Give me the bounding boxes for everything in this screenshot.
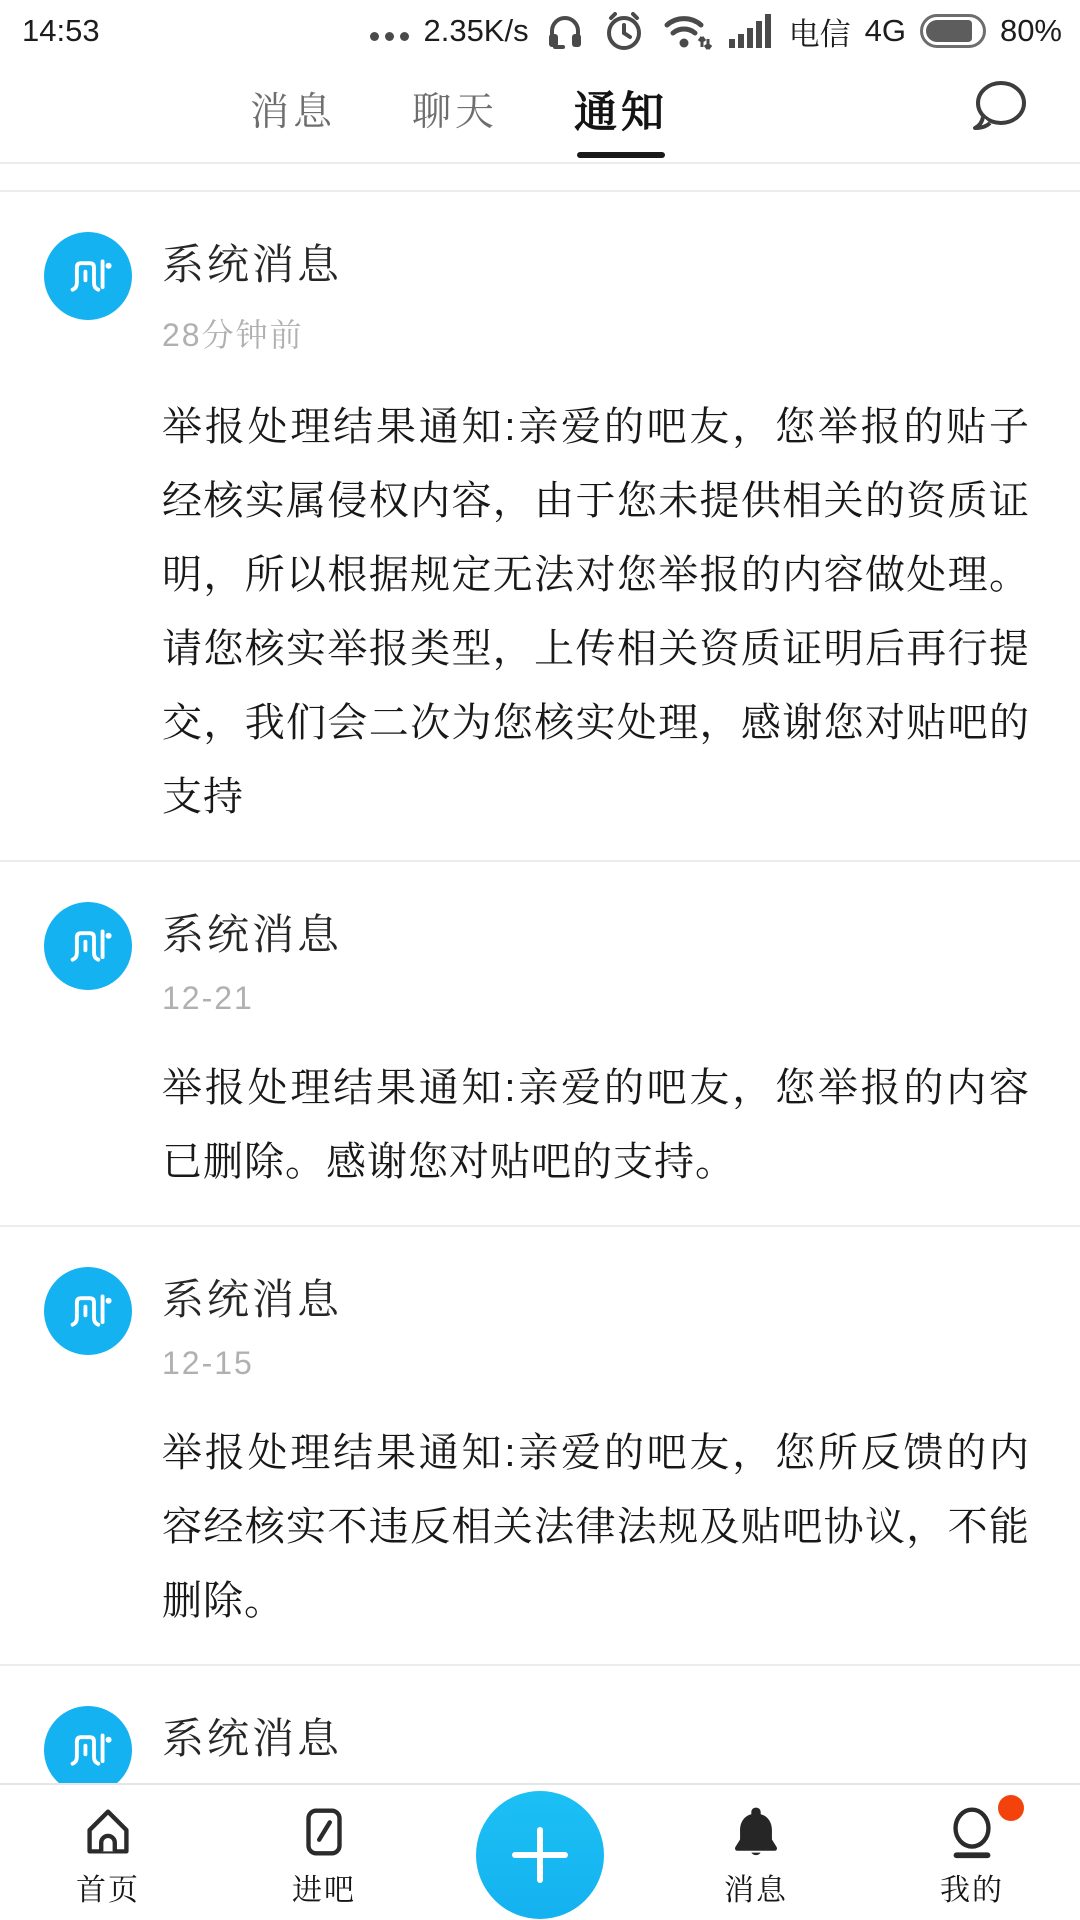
bottom-nav xyxy=(0,1783,1080,1920)
list-item[interactable] xyxy=(0,860,1080,1225)
speech-bubble-icon xyxy=(967,75,1033,141)
more-dots-icon xyxy=(370,22,409,41)
tab-chat[interactable] xyxy=(412,56,498,162)
nav-enter-bar[interactable] xyxy=(216,1785,432,1920)
nav-home-label: 首页 xyxy=(76,1874,140,1907)
nav-profile[interactable] xyxy=(864,1785,1080,1920)
message-body: 举报处理结果通知:亲爱的吧友，您所反馈的内容经核实不违反相关法律法规及贴吧协议，不能删除。 xyxy=(162,1431,1030,1623)
tab-bar xyxy=(250,56,668,162)
post-fab-button[interactable] xyxy=(476,1791,604,1919)
compose-icon xyxy=(293,1801,355,1863)
nav-enter-bar-label: 进吧 xyxy=(292,1874,356,1907)
message-body: 举报处理结果通知:亲爱的吧友，您举报的贴子经核实属侵权内容，由于您未提供相关的资质证明，所以根据规定无法对您举报的内容做处理。请您核实举报类型，上传相关资质证明后再行提交，我们会二次为您核实处理，感谢您对贴吧的支持 xyxy=(162,405,1030,819)
tab-messages-label: 消息 xyxy=(250,91,337,134)
new-chat-button[interactable] xyxy=(964,72,1036,144)
message-title: 系统消息 xyxy=(162,1715,343,1762)
wifi-icon xyxy=(661,9,713,53)
message-time: 28分钟前 xyxy=(162,317,304,353)
profile-icon xyxy=(941,1801,1003,1863)
home-icon xyxy=(77,1801,139,1863)
signal-icon xyxy=(727,11,775,51)
bell-icon xyxy=(726,1801,786,1863)
tieba-logo-icon xyxy=(58,1720,118,1780)
alarm-icon xyxy=(601,8,647,54)
header xyxy=(0,56,1080,164)
tieba-logo-icon xyxy=(58,246,118,306)
clock-text: 14:53 xyxy=(22,13,100,48)
tieba-logo-icon xyxy=(58,1281,118,1341)
message-title: 系统消息 xyxy=(162,911,343,958)
headset-icon xyxy=(543,9,587,53)
nav-profile-label: 我的 xyxy=(940,1874,1004,1907)
tieba-avatar[interactable] xyxy=(44,1267,132,1355)
tab-notifications-label: 通知 xyxy=(574,88,669,137)
battery-icon xyxy=(920,14,986,48)
plus-icon xyxy=(507,1822,573,1888)
message-time: 12-21 xyxy=(162,980,254,1016)
tab-messages[interactable] xyxy=(250,56,336,162)
notification-badge xyxy=(998,1795,1024,1821)
message-time: 12-15 xyxy=(162,1345,254,1381)
nav-messages-label: 消息 xyxy=(724,1874,788,1907)
carrier-text: 电信 xyxy=(788,16,851,52)
list-item[interactable] xyxy=(0,190,1080,860)
network-speed-text: 2.35K/s xyxy=(423,13,529,48)
list-item[interactable] xyxy=(0,1225,1080,1664)
tieba-logo-icon xyxy=(58,916,118,976)
tab-notifications[interactable] xyxy=(574,56,668,162)
message-body: 举报处理结果通知:亲爱的吧友，您举报的内容已删除。感谢您对贴吧的支持。 xyxy=(162,1066,1030,1184)
tieba-avatar[interactable] xyxy=(44,1706,132,1794)
network-type-text: 4G xyxy=(864,13,906,48)
nav-messages[interactable] xyxy=(648,1785,864,1920)
tieba-avatar[interactable] xyxy=(44,232,132,320)
status-bar xyxy=(0,0,1080,56)
status-icons xyxy=(370,8,1062,54)
message-title: 系统消息 xyxy=(162,241,343,288)
tab-chat-label: 聊天 xyxy=(412,91,499,134)
nav-home[interactable] xyxy=(0,1785,216,1920)
notification-list xyxy=(0,164,1080,1783)
nav-post xyxy=(432,1785,648,1920)
message-title: 系统消息 xyxy=(162,1276,343,1323)
tieba-avatar[interactable] xyxy=(44,902,132,990)
battery-percent-text: 80% xyxy=(999,13,1062,48)
